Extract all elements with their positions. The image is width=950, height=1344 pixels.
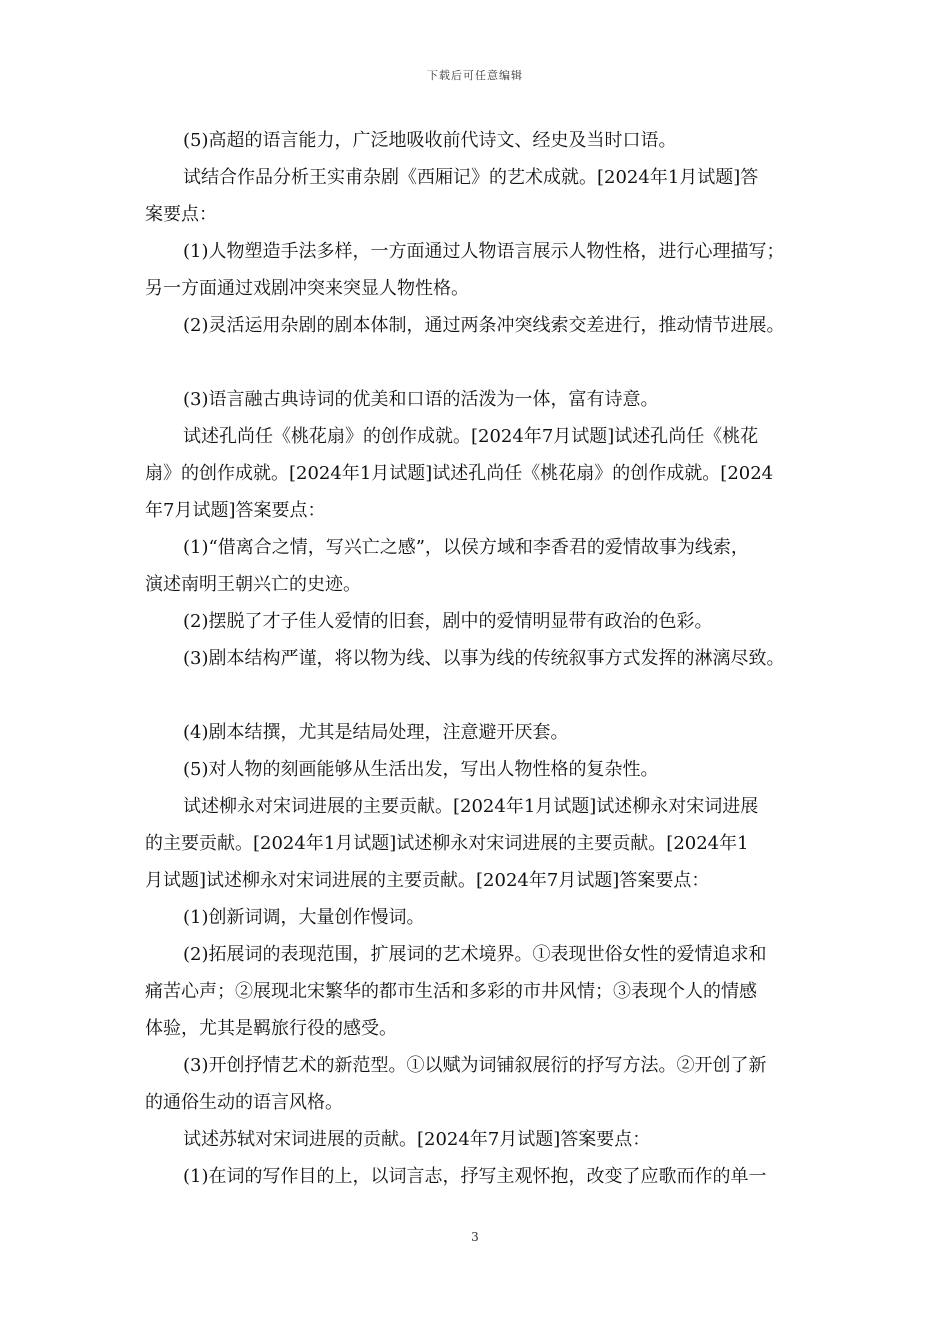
text-line: (2)拓展词的表现范围，扩展词的艺术境界。①表现世俗女性的爱情追求和: [183, 944, 767, 965]
text-line: 扇》的创作成就。[2024年1月试题]试述孔尚任《桃花扇》的创作成就。[2024: [145, 463, 774, 484]
text-line: 演述南明王朝兴亡的史迹。: [145, 574, 361, 595]
text-line: (1)人物塑造手法多样，一方面通过人物语言展示人物性格，进行心理描写；: [183, 241, 785, 262]
text-line: (3)剧本结构严谨，将以物为线、以事为线的传统叙事方式发挥的淋漓尽致。: [183, 648, 785, 669]
blank-line: [145, 344, 825, 381]
text-line: 年7月试题]答案要点：: [145, 500, 326, 521]
text-line: 试结合作品分析王实甫杂剧《西厢记》的艺术成就。[2024年1月试题]答: [183, 167, 759, 188]
text-line: 痛苦心声；②展现北宋繁华的都市生活和多彩的市井风情；③表现个人的情感: [145, 981, 757, 1002]
text-line: (1)在词的写作目的上，以词言志，抒写主观怀抱，改变了应歌而作的单一: [183, 1166, 767, 1187]
text-line: (1)“借离合之情，写兴亡之感”，以侯方域和李香君的爱情故事为线索，: [183, 537, 749, 558]
text-line: (5)对人物的刻画能够从生活出发，写出人物性格的复杂性。: [183, 759, 659, 780]
text-line: 案要点：: [145, 204, 217, 225]
text-line: (2)灵活运用杂剧的剧本体制，通过两条冲突线索交差进行，推动情节进展。: [183, 315, 785, 336]
text-line: (4)剧本结撰，尤其是结局处理，注意避开厌套。: [183, 722, 569, 743]
text-line: 试述孔尚任《桃花扇》的创作成就。[2024年7月试题]试述孔尚任《桃花: [183, 426, 759, 447]
page-header: 下载后可任意编辑: [427, 69, 523, 82]
text-line: (3)开创抒情艺术的新范型。①以赋为词铺叙展衍的抒写方法。②开创了新: [183, 1055, 767, 1076]
text-line: (3)语言融古典诗词的优美和口语的活泼为一体，富有诗意。: [183, 389, 659, 410]
text-line: 的主要贡献。[2024年1月试题]试述柳永对宋词进展的主要贡献。[2024年1: [145, 833, 749, 854]
text-line: (5)高超的语言能力，广泛地吸收前代诗文、经史及当时口语。: [183, 130, 677, 151]
blank-line: [145, 677, 825, 714]
text-line: 的通俗生动的语言风格。: [145, 1092, 343, 1113]
page-number: 3: [471, 1230, 479, 1244]
document-body: [145, 122, 825, 1195]
text-line: 另一方面通过戏剧冲突来突显人物性格。: [145, 278, 469, 299]
text-line: 试述柳永对宋词进展的主要贡献。[2024年1月试题]试述柳永对宋词进展: [183, 796, 759, 817]
text-line: 体验，尤其是羁旅行役的感受。: [145, 1018, 397, 1039]
text-line: (2)摆脱了才子佳人爱情的旧套，剧中的爱情明显带有政治的色彩。: [183, 611, 713, 632]
text-line: 月试题]试述柳永对宋词进展的主要贡献。[2024年7月试题]答案要点：: [145, 870, 710, 891]
text-line: (1)创新词调，大量创作慢词。: [183, 907, 425, 928]
text-line: 试述苏轼对宋词进展的贡献。[2024年7月试题]答案要点：: [183, 1129, 651, 1150]
